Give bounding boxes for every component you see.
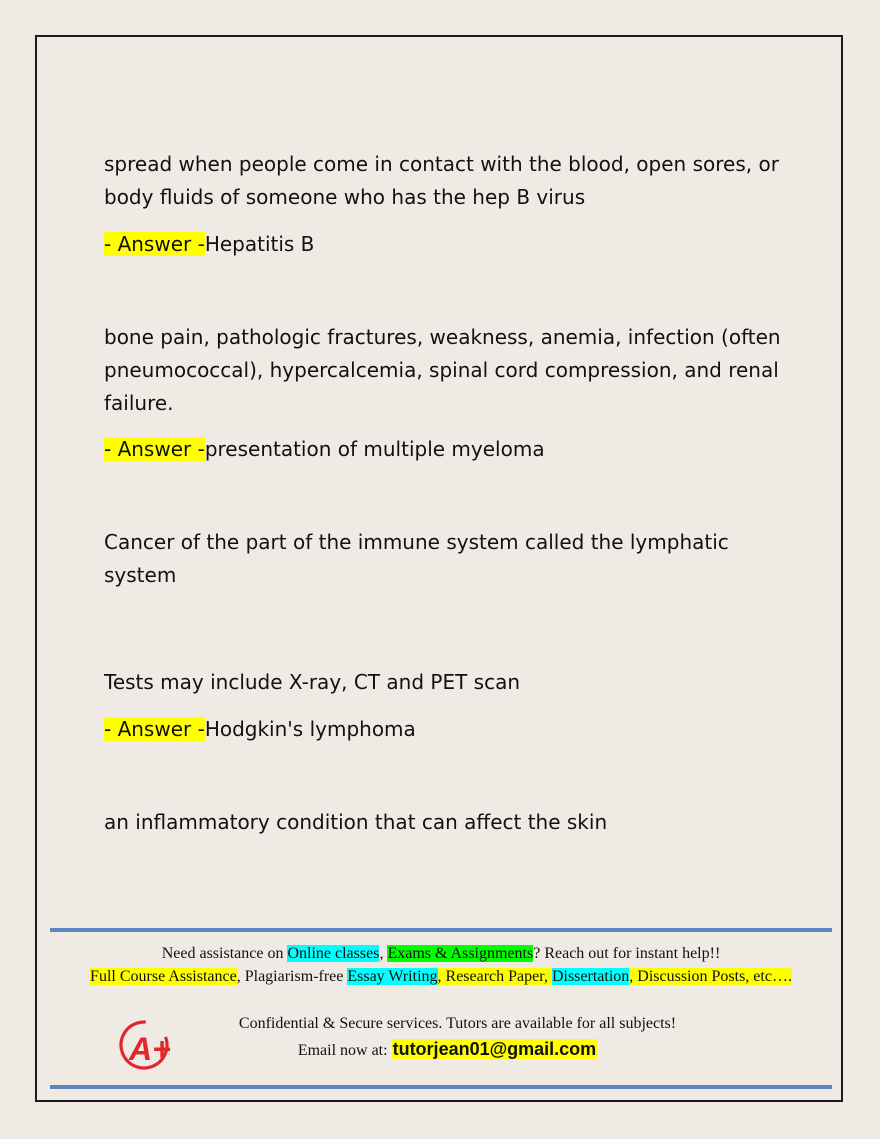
- discussion-posts-text: , Discussion Posts, etc….: [629, 968, 792, 985]
- logo-letter: A+: [129, 1031, 171, 1067]
- email-link[interactable]: tutorjean01@gmail.com: [392, 1039, 597, 1059]
- footer-line-3: Confidential & Secure services. Tutors are available for all subjects!: [238, 1015, 677, 1032]
- footer-line-4: [120, 1039, 775, 1060]
- answer-prefix: - Answer -: [104, 437, 205, 461]
- footer-bottom-rule: [50, 1085, 832, 1089]
- email-label: Email now at:: [297, 1042, 392, 1059]
- online-classes-link[interactable]: Online classes: [287, 945, 380, 962]
- answer-text-2: presentation of multiple myeloma: [204, 437, 545, 461]
- dissertation-link[interactable]: Dissertation: [551, 968, 630, 985]
- answer-line-2: [104, 436, 545, 462]
- answer-line-1: [104, 231, 314, 257]
- footer-line-2: [50, 968, 832, 986]
- question-text-4: an inflammatory condition that can affect the skin: [104, 810, 608, 834]
- full-course-assistance-link[interactable]: Full Course Assistance: [90, 968, 237, 985]
- answer-text-3: Hodgkin's lymphoma: [204, 717, 416, 741]
- question-text-3b: Tests may include X-ray, CT and PET scan: [104, 670, 521, 694]
- question-text-2: bone pain, pathologic fractures, weakness, anemia, infection (often pneumococcal), hypercalcemia, spinal cord compression, and renal failure.: [104, 325, 781, 415]
- research-paper-text: , Research Paper,: [437, 968, 552, 985]
- answer-line-3: [104, 716, 416, 742]
- footer-text: , Plagiarism-free: [236, 968, 348, 985]
- answer-prefix: - Answer -: [104, 232, 205, 256]
- question-text-1: spread when people come in contact with the blood, open sores, or body fluids of someone who has the hep B virus: [104, 152, 779, 209]
- footer-top-rule: [50, 928, 832, 932]
- answer-text-1: Hepatitis B: [204, 232, 315, 256]
- footer-text: Need assistance on: [161, 945, 288, 962]
- footer-line-1: [50, 945, 832, 963]
- answer-prefix: - Answer -: [104, 717, 205, 741]
- essay-writing-link[interactable]: Essay Writing: [347, 968, 438, 985]
- exams-assignments-link[interactable]: Exams & Assignments: [387, 945, 534, 962]
- question-text-3: Cancer of the part of the immune system called the lymphatic system: [104, 530, 729, 587]
- footer-text: ? Reach out for instant help!!: [533, 945, 721, 962]
- footer-text: ,: [379, 945, 388, 962]
